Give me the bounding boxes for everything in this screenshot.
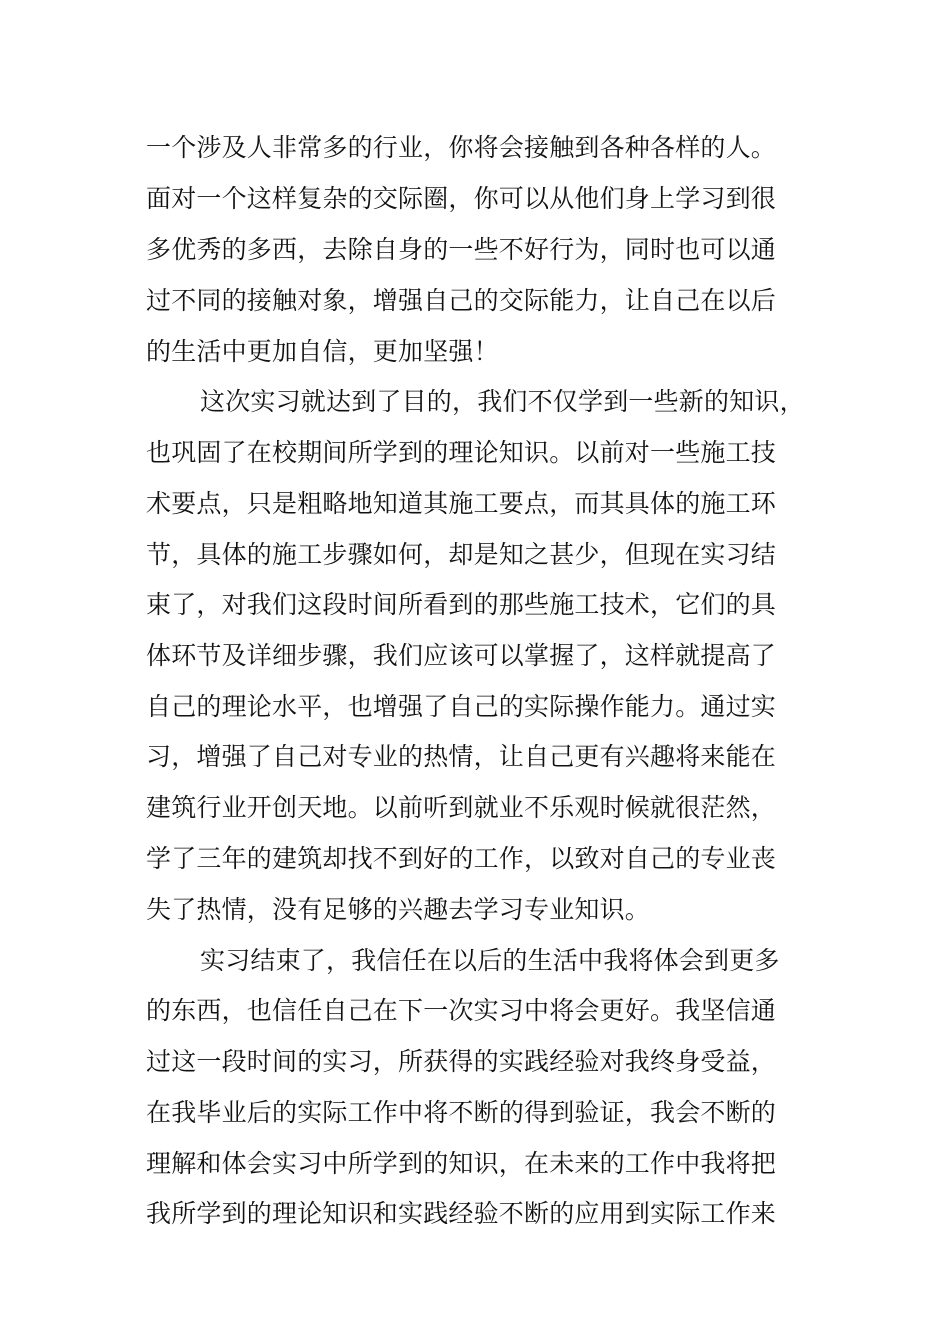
text-line: 也巩固了在校期间所学到的理论知识。以前对一些施工技 <box>146 438 777 467</box>
text-line: 的东西，也信任自己在下一次实习中将会更好。我坚信通 <box>146 996 777 1025</box>
text-line: 多优秀的多西，去除自身的一些不好行为，同时也可以通 <box>146 235 777 264</box>
text-line: 自己的理论水平，也增强了自己的实际操作能力。通过实 <box>146 692 777 721</box>
text-line: 我所学到的理论知识和实践经验不断的应用到实际工作来 <box>146 1199 777 1228</box>
text-line: 失了热情，没有足够的兴趣去学习专业知识。 <box>146 895 651 924</box>
text-line: 在我毕业后的实际工作中将不断的得到验证，我会不断的 <box>146 1098 777 1127</box>
text-line: 术要点，只是粗略地知道其施工要点，而其具体的施工环 <box>146 489 777 518</box>
text-line: 过这一段时间的实习，所获得的实践经验对我终身受益， <box>146 1047 777 1076</box>
text-line: 习，增强了自己对专业的热情，让自己更有兴趣将来能在 <box>146 742 777 771</box>
text-line: 学了三年的建筑却找不到好的工作，以致对自己的专业丧 <box>146 844 777 873</box>
paragraph-first-line: 这次实习就达到了目的，我们不仅学到一些新的知识， <box>200 387 805 416</box>
text-line: 过不同的接触对象，增强自己的交际能力，让自己在以后 <box>146 286 777 315</box>
text-line: 理解和体会实习中所学到的知识，在未来的工作中我将把 <box>146 1149 777 1178</box>
text-line: 一个涉及人非常多的行业，你将会接触到各种各样的人。 <box>146 133 777 162</box>
text-line: 建筑行业开创天地。以前听到就业不乐观时候就很茫然， <box>146 793 777 822</box>
text-line: 体环节及详细步骤，我们应该可以掌握了，这样就提高了 <box>146 641 777 670</box>
text-line: 束了，对我们这段时间所看到的那些施工技术，它们的具 <box>146 590 777 619</box>
text-line: 的生活中更加自信，更加坚强！ <box>146 337 499 366</box>
text-line: 节，具体的施工步骤如何，却是知之甚少，但现在实习结 <box>146 540 777 569</box>
text-line: 面对一个这样复杂的交际圈，你可以从他们身上学习到很 <box>146 184 777 213</box>
paragraph-first-line: 实习结束了，我信任在以后的生活中我将体会到更多 <box>200 946 780 975</box>
